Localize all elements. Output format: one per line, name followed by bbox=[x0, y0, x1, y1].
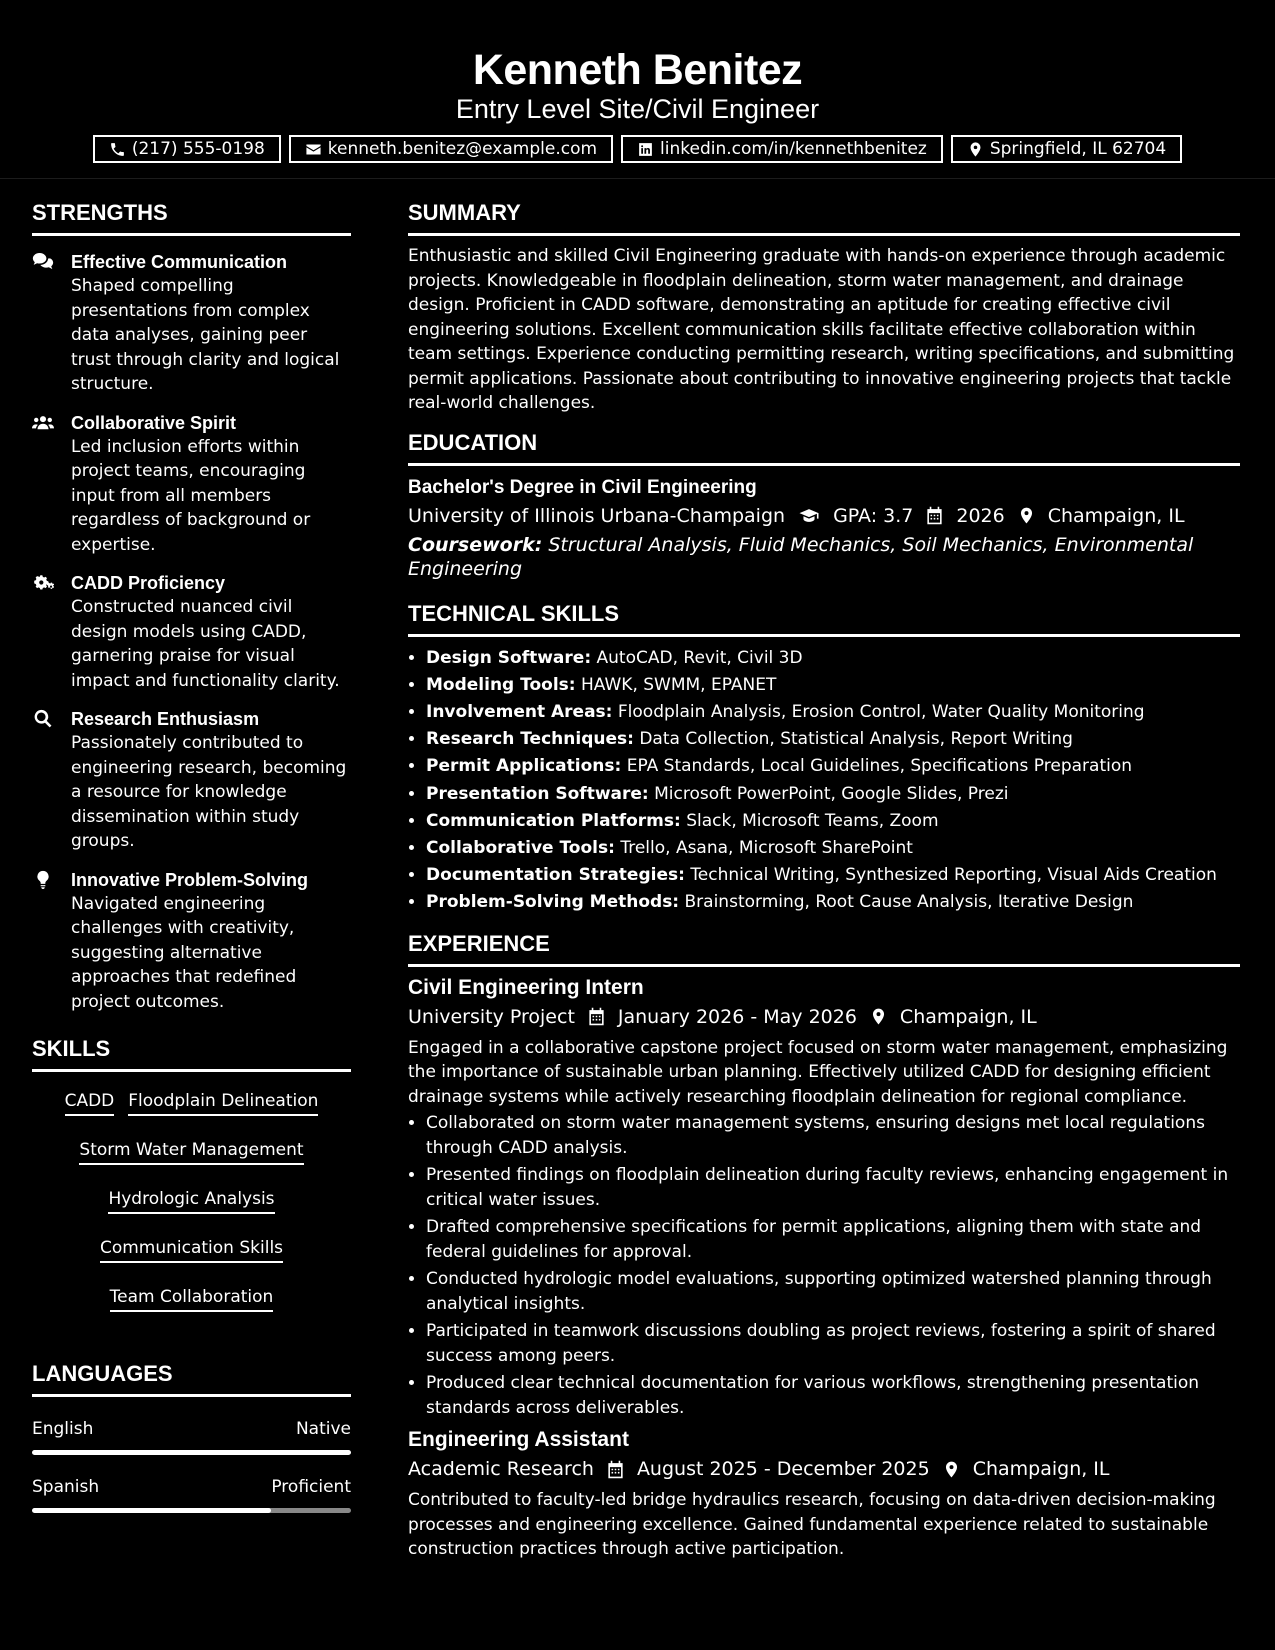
list-item bbox=[426, 835, 1240, 862]
skill-tag: Communication Skills bbox=[100, 1237, 283, 1263]
education-heading: EDUCATION bbox=[408, 426, 1240, 466]
list-item bbox=[426, 753, 1240, 780]
job-location: Champaign, IL bbox=[972, 1458, 1110, 1481]
job-org: Academic Research bbox=[408, 1458, 594, 1481]
skill-value: Technical Writing, Synthesized Reporting, Visual Aids Creation bbox=[690, 865, 1217, 886]
skill-tag: Storm Water Management bbox=[79, 1139, 303, 1165]
job-bullets bbox=[408, 1111, 1240, 1420]
strength-item bbox=[32, 571, 351, 693]
left-column bbox=[32, 196, 351, 1513]
location-icon bbox=[1017, 506, 1036, 525]
resume-header bbox=[0, 0, 1275, 179]
strength-desc: Constructed nuanced civil design models using CADD, garnering praise for visual impact and functionality clarity. bbox=[71, 597, 340, 691]
strength-title: Effective Communication bbox=[71, 252, 288, 272]
skill-value: HAWK, SWMM, EPANET bbox=[581, 674, 777, 695]
job-meta bbox=[408, 1002, 1240, 1032]
skill-tag: Team Collaboration bbox=[110, 1286, 274, 1312]
strength-desc: Navigated engineering challenges with creativity, suggesting alternative approaches that redefined project outcomes. bbox=[71, 893, 297, 1012]
list-item: • Conducted hydrologic model evaluations, supporting optimized watershed planning through analytical insights. bbox=[426, 1267, 1240, 1316]
skill-label: Design Software: bbox=[426, 647, 592, 668]
coursework-list: Structural Analysis, Fluid Mechanics, Soil Mechanics, Environmental Engineering bbox=[408, 533, 1194, 580]
strength-item bbox=[32, 707, 351, 854]
skill-label: Problem-Solving Methods: bbox=[426, 892, 680, 913]
skill-label: Communication Platforms: bbox=[426, 810, 681, 831]
calendar-icon bbox=[587, 1007, 606, 1026]
skill-tag: Floodplain Delineation bbox=[128, 1090, 318, 1116]
technical-skills-list bbox=[408, 645, 1240, 917]
graduation-year: 2026 bbox=[956, 504, 1005, 527]
skills-list bbox=[32, 1072, 351, 1331]
job-org: University Project bbox=[408, 1005, 575, 1028]
right-column bbox=[408, 196, 1240, 1562]
list-item: • Produced clear technical documentation for various workflows, strengthening presentation standards across deliverables. bbox=[426, 1371, 1240, 1420]
strength-title: Innovative Problem-Solving bbox=[71, 869, 309, 890]
language-level-fill bbox=[32, 1508, 271, 1513]
job-dates: August 2025 - December 2025 bbox=[636, 1458, 930, 1481]
comments-icon bbox=[32, 252, 54, 271]
list-item: • Presented findings on floodplain delineation during faculty reviews, enhancing engagement in critical water issues. bbox=[426, 1163, 1240, 1212]
language-name: English bbox=[32, 1419, 94, 1439]
skill-label: Involvement Areas: bbox=[426, 701, 613, 722]
job-summary: Engaged in a collaborative capstone project focused on storm water management, emphasizing the importance of sustainable urban planning. Effectively utilized CADD for designing efficient drainage systems while actively researching floodplain delineation for regional compliance. bbox=[408, 1037, 1228, 1107]
experience-heading: EXPERIENCE bbox=[408, 927, 1240, 967]
skill-label: Presentation Software: bbox=[426, 783, 649, 804]
language-item bbox=[32, 1475, 351, 1513]
contact-location bbox=[951, 135, 1182, 163]
strength-title: CADD Proficiency bbox=[71, 573, 226, 593]
job-meta bbox=[408, 1454, 1240, 1484]
contact-bar bbox=[0, 135, 1275, 163]
strength-desc: Led inclusion efforts within project teams, encouraging input from all members regardless of background or expertise. bbox=[71, 436, 311, 555]
contact-email[interactable] bbox=[289, 135, 613, 163]
skill-tag: CADD bbox=[65, 1090, 115, 1116]
language-item bbox=[32, 1417, 351, 1455]
language-level-fill bbox=[32, 1450, 351, 1455]
technical-skills-heading: TECHNICAL SKILLS bbox=[408, 597, 1240, 637]
list-item: • Drafted comprehensive specifications for permit applications, aligning them with state and federal guidelines for approval. bbox=[426, 1215, 1240, 1264]
skill-value: Floodplain Analysis, Erosion Control, Water Quality Monitoring bbox=[617, 701, 1145, 722]
contact-location-text: Springfield, IL 62704 bbox=[989, 139, 1167, 159]
summary-text: Enthusiastic and skilled Civil Engineering graduate with hands-on experience through academic projects. Knowledgeable in floodplain delineation, storm water management, and drainage design. Proficient in CADD software, demonstrating an aptitude for creating effective civil engineering solutions. Excellent communication skills facilitate effective collaboration within team settings. Experience conducting permitting research, writing specifications, and submitting permit applications. Passionate about contributing to innovative engineering projects that tackle real-world challenges. bbox=[408, 246, 1235, 413]
list-item bbox=[426, 862, 1240, 889]
list-item bbox=[426, 699, 1240, 726]
skill-value: Slack, Microsoft Teams, Zoom bbox=[686, 810, 939, 831]
skill-value: Brainstorming, Root Cause Analysis, Iterative Design bbox=[684, 892, 1134, 913]
list-item: • Participated in teamwork discussions doubling as project reviews, fostering a spirit of shared success among peers. bbox=[426, 1319, 1240, 1368]
job-title: Engineering Assistant bbox=[408, 1428, 629, 1452]
skill-tag: Hydrologic Analysis bbox=[108, 1188, 274, 1214]
skill-value: Data Collection, Statistical Analysis, Report Writing bbox=[639, 729, 1073, 750]
job-summary: Contributed to faculty-led bridge hydraulics research, focusing on data-driven decision-making processes and engineering excellence. Gained fundamental experience related to sustainable construction practices through active participation. bbox=[408, 1490, 1216, 1560]
contact-linkedin[interactable] bbox=[621, 135, 943, 163]
skills-heading: SKILLS bbox=[32, 1032, 351, 1072]
search-icon bbox=[32, 709, 54, 728]
coursework-label: Coursework: bbox=[408, 533, 543, 556]
strength-title: Collaborative Spirit bbox=[71, 412, 237, 433]
skill-value: Microsoft PowerPoint, Google Slides, Prezi bbox=[654, 783, 1009, 804]
skill-label: Documentation Strategies: bbox=[426, 865, 685, 886]
language-level: Native bbox=[295, 1419, 351, 1439]
strength-item bbox=[32, 868, 351, 1015]
list-item bbox=[426, 726, 1240, 753]
skill-label: Permit Applications: bbox=[426, 756, 622, 777]
location-icon bbox=[967, 141, 984, 158]
education-meta bbox=[408, 501, 1240, 531]
strength-item bbox=[32, 250, 351, 397]
gpa: GPA: 3.7 bbox=[833, 504, 914, 527]
gears-icon bbox=[32, 573, 54, 592]
school-name: University of Illinois Urbana-Champaign bbox=[408, 504, 786, 527]
languages-heading: LANGUAGES bbox=[32, 1357, 351, 1397]
candidate-title: Entry Level Site/Civil Engineer bbox=[455, 94, 820, 124]
email-icon bbox=[305, 141, 322, 158]
skill-label: Research Techniques: bbox=[426, 729, 634, 750]
strengths-heading: STRENGTHS bbox=[32, 196, 351, 236]
users-icon bbox=[32, 413, 54, 432]
location-icon bbox=[869, 1007, 888, 1026]
language-level: Proficient bbox=[271, 1477, 351, 1497]
skill-label: Modeling Tools: bbox=[426, 674, 576, 695]
list-item bbox=[426, 672, 1240, 699]
contact-phone[interactable] bbox=[93, 135, 281, 163]
strength-item bbox=[32, 411, 351, 558]
contact-email-text: kenneth.benitez@example.com bbox=[327, 139, 598, 159]
language-level-bar bbox=[32, 1508, 351, 1513]
skill-value: EPA Standards, Local Guidelines, Specifications Preparation bbox=[626, 756, 1133, 777]
strength-desc: Passionately contributed to engineering research, becoming a resource for knowledge dissemination within study groups. bbox=[71, 733, 347, 851]
job-entry bbox=[408, 974, 1240, 1421]
education-location: Champaign, IL bbox=[1047, 504, 1185, 527]
job-location: Champaign, IL bbox=[899, 1005, 1037, 1028]
language-level-bar bbox=[32, 1450, 351, 1455]
job-title: Civil Engineering Intern bbox=[408, 975, 644, 999]
linkedin-icon bbox=[637, 141, 654, 158]
list-item bbox=[426, 808, 1240, 835]
skill-value: Trello, Asana, Microsoft SharePoint bbox=[620, 837, 913, 858]
job-entry bbox=[408, 1426, 1240, 1562]
location-icon bbox=[942, 1460, 961, 1479]
contact-linkedin-text: linkedin.com/in/kennethbenitez bbox=[660, 139, 927, 159]
strength-desc: Shaped compelling presentations from complex data analyses, gaining peer trust through clarity and logical structure. bbox=[71, 276, 340, 394]
skill-value: AutoCAD, Revit, Civil 3D bbox=[596, 647, 803, 668]
coursework bbox=[408, 533, 1240, 581]
calendar-icon bbox=[925, 506, 944, 525]
skill-label: Collaborative Tools: bbox=[426, 837, 615, 858]
lightbulb-icon bbox=[32, 870, 54, 889]
calendar-icon bbox=[606, 1460, 625, 1479]
list-item: • Collaborated on storm water management systems, ensuring designs met local regulations through CADD analysis. bbox=[426, 1111, 1240, 1160]
summary-heading: SUMMARY bbox=[408, 196, 1240, 236]
list-item bbox=[426, 889, 1240, 916]
contact-phone-text: (217) 555-0198 bbox=[131, 139, 265, 159]
list-item bbox=[426, 645, 1240, 672]
candidate-name: Kenneth Benitez bbox=[472, 46, 803, 94]
degree-title: Bachelor's Degree in Civil Engineering bbox=[408, 476, 757, 498]
strength-title: Research Enthusiasm bbox=[71, 709, 260, 729]
language-name: Spanish bbox=[32, 1477, 100, 1497]
graduation-cap-icon bbox=[797, 506, 821, 525]
phone-icon bbox=[109, 141, 126, 158]
list-item bbox=[426, 781, 1240, 808]
job-dates: January 2026 - May 2026 bbox=[617, 1005, 857, 1028]
